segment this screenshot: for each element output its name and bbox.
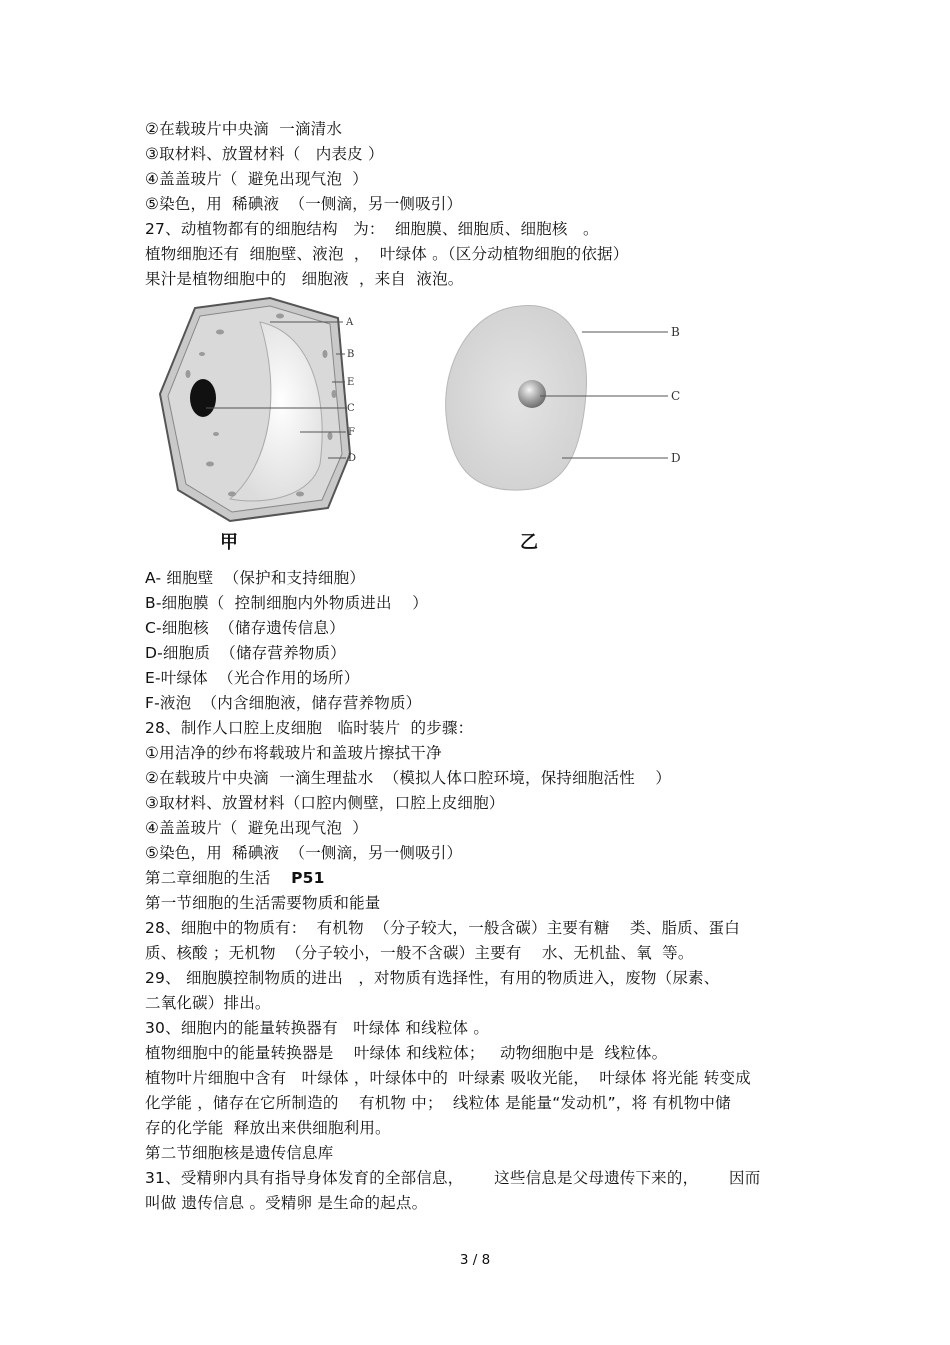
text-line: 29、 细胞膜控制物质的进出 ，对物质有选择性，有用的物质进入，废物（尿素、 (145, 969, 720, 987)
text-line: 28、制作人口腔上皮细胞 临时装片 的步骤： (145, 719, 474, 737)
cell-diagram-figure (150, 294, 710, 556)
legend-line: B-细胞膜（ 控制细胞内外物质进出 ） (145, 594, 428, 612)
label-e: E (347, 377, 355, 388)
legend-line: E-叶绿体 （光合作用的场所） (145, 669, 360, 687)
text-line: 二氧化碳）排出。 (145, 994, 271, 1012)
text-line: ④盖盖玻片（ 避免出现气泡 ） (145, 170, 369, 188)
label-a: A (346, 317, 354, 328)
plant-cell-caption: 甲 (220, 532, 238, 553)
text-line: 叫做 遗传信息 。受精卵 是生命的起点。 (145, 1194, 428, 1212)
section-heading: 第二节细胞核是遗传信息库 (145, 1144, 334, 1162)
animal-cell-caption: 乙 (520, 532, 538, 553)
animal-nucleus (518, 380, 546, 408)
chapter-heading (145, 866, 825, 891)
animal-cell-body (446, 305, 587, 490)
text-line: 28、细胞中的物质有： 有机物 （分子较大，一般含碳）主要有糖 类、脂质、蛋白 (145, 919, 740, 937)
text-line: 31、受精卵内具有指导身体发育的全部信息， 这些信息是父母遗传下来的， 因而 (145, 1169, 761, 1187)
text-line: 30、细胞内的能量转换器有 叶绿体 和线粒体 。 (145, 1019, 490, 1037)
label-b: B (347, 349, 355, 360)
legend-line: F-液泡 （内含细胞液，储存营养物质） (145, 694, 422, 712)
text-line: 存的化学能 释放出来供细胞利用。 (145, 1119, 391, 1137)
nucleus (190, 379, 216, 417)
text-line: 植物细胞还有 细胞壁、液泡 ， 叶绿体 。（区分动植物细胞的依据） (145, 245, 629, 263)
text-line: 植物细胞中的能量转换器是 叶绿体 和线粒体； 动物细胞中是 线粒体。 (145, 1044, 668, 1062)
page-number: 3 / 8 (459, 1252, 491, 1268)
legend-line: A- 细胞壁 （保护和支持细胞） (145, 569, 366, 587)
animal-letters (671, 325, 681, 465)
chapter-page-ref: P51 (291, 869, 325, 887)
text-line: ②在载玻片中央滴 一滴生理盐水 （模拟人体口腔环境，保持细胞活性 ） (145, 769, 672, 787)
text-line: 植物叶片细胞中含有 叶绿体 ，叶绿体中的 叶绿素 吸收光能， 叶绿体 将光能 转变成 (145, 1069, 751, 1087)
label-b: B (671, 325, 680, 339)
legend-line: D-细胞质 （储存营养物质） (145, 644, 346, 662)
cell-diagram-svg (150, 294, 710, 556)
text-line: 果汁是植物细胞中的 细胞液 ，来自 液泡。 (145, 270, 464, 288)
text-line: ④盖盖玻片（ 避免出现气泡 ） (145, 819, 369, 837)
label-d: D (671, 451, 681, 465)
text-line: 质、核酸 ；无机物 （分子较小，一般不含碳）主要有 水、无机盐、氧 等。 (145, 944, 694, 962)
animal-cell (446, 305, 681, 553)
text-line: ⑤染色，用 稀碘液 （一侧滴，另一侧吸引） (145, 844, 463, 862)
text-line: 27、动植物都有的细胞结构 为： 细胞膜、细胞质、细胞核 。 (145, 220, 599, 238)
text-line: ①用洁净的纱布将载玻片和盖玻片擦拭干净 (145, 744, 442, 762)
legend-line: C-细胞核 （储存遗传信息） (145, 619, 345, 637)
text-line: ③取材料、放置材料（ 内表皮 ） (145, 145, 384, 163)
chapter-title: 第二章细胞的生活 (145, 869, 271, 887)
label-c: C (671, 389, 681, 403)
text-line: ⑤染色，用 稀碘液 （一侧滴，另一侧吸引） (145, 195, 463, 213)
plant-cell (160, 298, 356, 553)
text-line: 化学能 ，储存在它所制造的 有机物 中； 线粒体 是能量“发动机”，将 有机物中储 (145, 1094, 731, 1112)
text-line: ③取材料、放置材料（口腔内侧壁，口腔上皮细胞） (145, 794, 505, 812)
label-f: F (348, 427, 355, 438)
top-text-block (145, 117, 825, 292)
text-line: ②在载玻片中央滴 一滴清水 (145, 120, 343, 138)
bottom-text-block (145, 566, 825, 1216)
section-heading: 第一节细胞的生活需要物质和能量 (145, 894, 381, 912)
label-c: C (347, 403, 355, 414)
label-d: D (348, 453, 357, 464)
